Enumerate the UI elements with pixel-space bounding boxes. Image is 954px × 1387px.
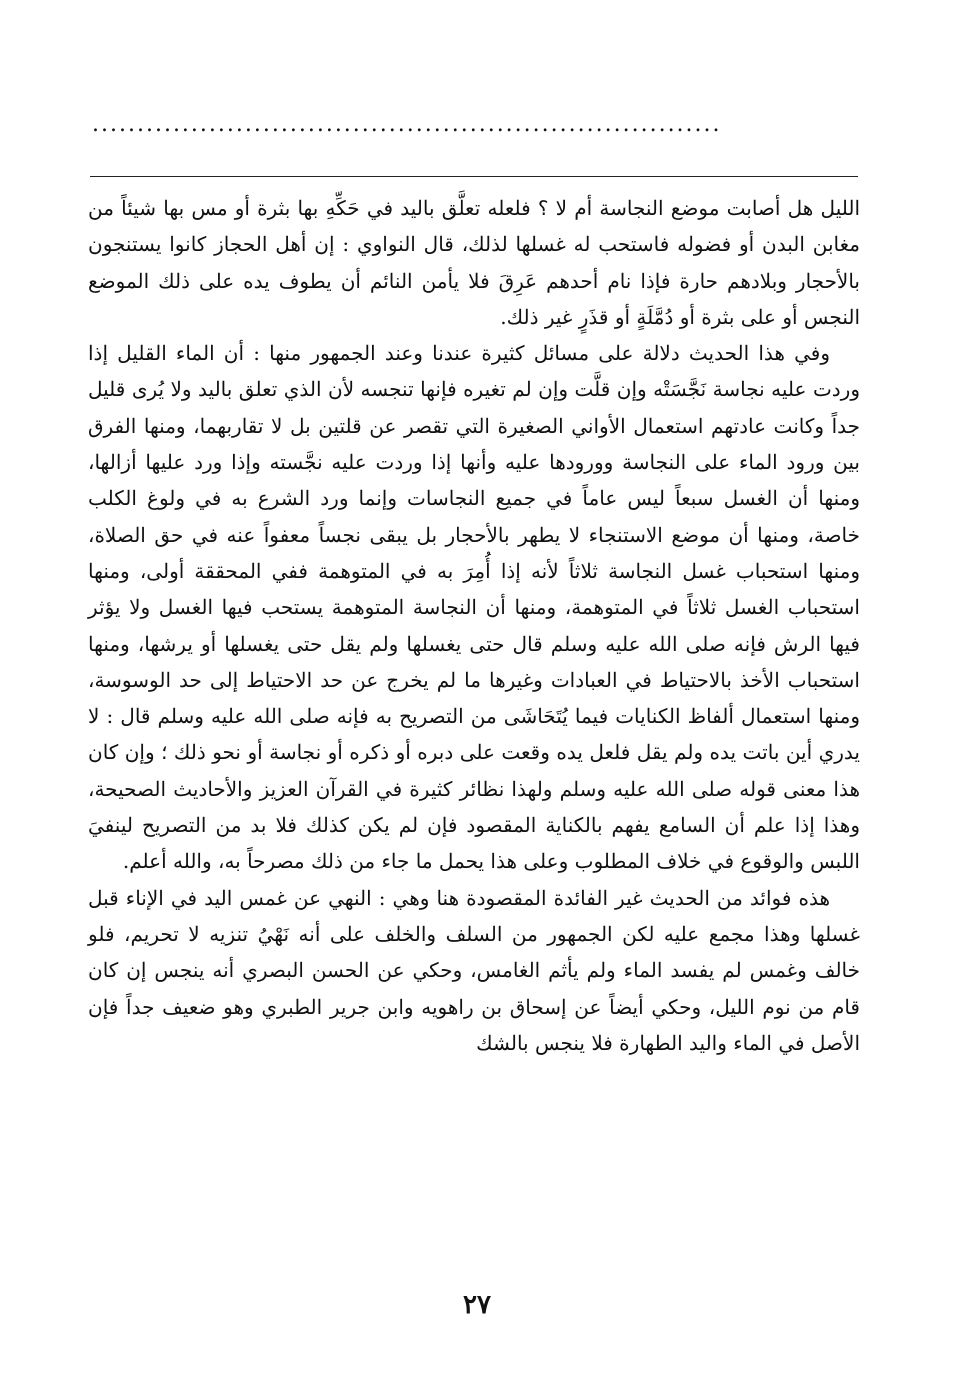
main-text-block [88,190,860,1061]
paragraph-2: وفي هذا الحديث دلالة على مسائل كثيرة عندنا وعند الجمهور منها : أن الماء القليل إذا وردت عليه نجاسة نَجَّسَتْه وإن قلَّت وإن لم تغيره فإنها تنجسه لأن الذي تعلق باليد ولا يُرى قليل جداً وكانت عادتهم استعمال الأواني الصغيرة التي تقصر عن قلتين بل لا تقاربهما، ومنها الفرق بين ورود الماء على النجاسة وورودها عليه وأنها إذا وردت عليه نجَّسته وإذا ورد عليها أزالها، ومنها أن الغسل سبعاً ليس عاماً في جميع النجاسات وإنما ورد الشرع به في ولوغ الكلب خاصة، ومنها أن موضع الاستنجاء لا يطهر بالأحجار بل يبقى نجساً معفواً عنه في حق الصلاة، ومنها استحباب غسل النجاسة ثلاثاً لأنه إذا أُمِرَ به في المتوهمة ففي المحققة أولى، ومنها استحباب الغسل ثلاثاً في المتوهمة، ومنها أن النجاسة المتوهمة يستحب فيها الغسل ولا يؤثر فيها الرش فإنه صلى الله عليه وسلم قال حتى يغسلها ولم يقل حتى يغسلها أو يرشها، ومنها استحباب الأخذ بالاحتياط في العبادات وغيرها ما لم يخرج عن حد الاحتياط إلى حد الوسوسة، ومنها استعمال ألفاظ الكنايات فيما يُتَحَاشَى من التصريح به فإنه صلى الله عليه وسلم قال : لا يدري أين باتت يده ولم يقل فلعل يده وقعت على دبره أو ذكره أو نجاسة أو نحو ذلك ؛ وإن كان هذا معنى قوله صلى الله عليه وسلم ولهذا نظائر كثيرة في القرآن العزيز والأحاديث الصحيحة، وهذا إذا علم أن السامع يفهم بالكناية المقصود فإن لم يكن كذلك فلا بد من التصريح لينفيَ اللبس والوقوع في خلاف المطلوب وعلى هذا يحمل ما جاء من ذلك مصرحاً به، والله أعلم. [88,341,860,874]
header-divider [90,176,858,177]
header-dotted-line: ...................................................................... [92,112,722,137]
paragraph-3: هذه فوائد من الحديث غير الفائدة المقصودة هنا وهي : النهي عن غمس اليد في الإناء قبل غسلها وهذا مجمع عليه لكن الجمهور من السلف والخلف على أنه نَهْيُ تنزيه لا تحريم، فلو خالف وغمس لم يفسد الماء ولم يأثم الغامس، وحكي عن الحسن البصري أنه ينجس إن كان قام من نوم الليل، وحكي أيضاً عن إسحاق بن راهويه وابن جرير الطبري وهو ضعيف جداً فإن الأصل في الماء واليد الطهارة فلا ينجس بالشك [88,885,860,1055]
page-number: ٢٧ [463,1290,491,1320]
paragraph-1: الليل هل أصابت موضع النجاسة أم لا ؟ فلعله تعلَّق باليد في حَكِّهِ بها بثرة أو مس بها شيئاً من مغابن البدن أو فضوله فاستحب له غسلها لذلك، قال النواوي : إن أهل الحجاز كانوا يستنجون بالأحجار وبلادهم حارة فإذا نام أحدهم عَرِقَ فلا يأمن النائم أن يطوف يده على ذلك الموضع النجس أو على بثرة أو دُمَّلَةٍ أو قذَرٍ غير ذلك. [88,196,860,329]
